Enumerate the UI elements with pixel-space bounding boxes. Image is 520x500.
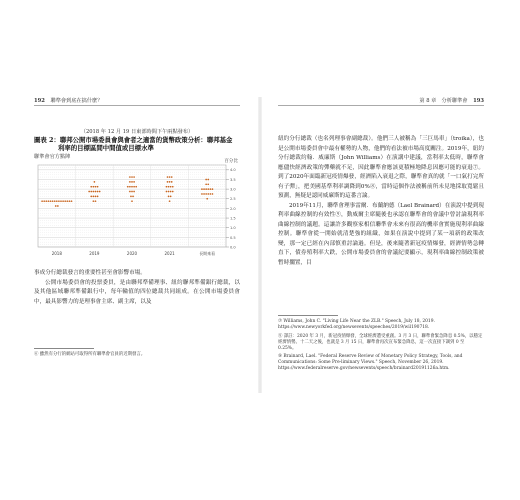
- fomc-dot: [95, 196, 97, 198]
- figure-timestamp: （2018 年 12 月 19 日東部時間下午兩點發布）: [80, 129, 194, 135]
- y-tick-label: 1.0: [230, 226, 236, 231]
- figure-subtitle: 聯準會官方點陣: [34, 154, 71, 160]
- fomc-dot: [168, 196, 170, 198]
- fomc-dot: [95, 186, 97, 188]
- fomc-dot: [97, 196, 99, 198]
- fomc-dot: [95, 200, 97, 202]
- fomc-dot: [133, 181, 135, 183]
- running-title-left: 聯準會到底在搞什麼？: [50, 98, 103, 104]
- fomc-dot: [169, 181, 171, 183]
- fomc-dot: [88, 191, 90, 193]
- figure-title-line1: 圖表 2：聯邦公開市場委員會與會者之適當的貨幣政策分析：聯邦基金: [34, 136, 233, 144]
- footnote-8: ⑧ 譯註：2020 年 3 月，新冠疫情爆發，全球經濟遭受重創。3 月 3 日，聯準會緊急降息 0.5%，以穩定經濟情勢。十二天之後，也就是 3 月 15 日，聯準會再次宣布緊急降息，這一次直接下調到 0 至 0.25%。: [278, 333, 483, 351]
- fomc-dot: [203, 188, 205, 190]
- fomc-dot: [172, 191, 174, 193]
- x-tick-label: 長期來看: [199, 251, 216, 256]
- x-tick-label: 2019: [89, 251, 100, 256]
- fomc-dot: [56, 200, 58, 202]
- fomc-dot: [131, 176, 133, 178]
- dot-plot-svg: [34, 161, 240, 261]
- footnote-rule-left: [34, 348, 94, 349]
- fomc-dot: [97, 191, 99, 193]
- fomc-dot: [206, 198, 208, 200]
- fomc-dot: [171, 181, 173, 183]
- fomc-dot: [55, 205, 57, 207]
- fomc-dot: [203, 193, 205, 195]
- fomc-dot: [131, 181, 133, 183]
- fomc-dot: [90, 186, 92, 188]
- fomc-dot: [43, 200, 45, 202]
- y-tick-label: 1.5: [230, 216, 236, 221]
- y-unit-label: 百分比: [224, 159, 238, 164]
- fomc-dot: [52, 200, 54, 202]
- fomc-dot: [207, 179, 209, 181]
- running-title-right: 第 8 章 分析聯準會: [419, 98, 468, 104]
- fomc-dot: [210, 188, 212, 190]
- footnotes-right: [278, 319, 484, 375]
- fomc-dot: [207, 188, 209, 190]
- book-gutter: [258, 97, 262, 393]
- fomc-dot: [95, 191, 97, 193]
- fomc-dot: [205, 188, 207, 190]
- fomc-dot: [167, 181, 169, 183]
- fomc-dot: [170, 191, 172, 193]
- left-body-text: [34, 269, 240, 307]
- fomc-dot: [93, 200, 95, 202]
- fomc-dot: [131, 186, 133, 188]
- fomc-dot: [45, 200, 47, 202]
- fomc-dot: [60, 200, 62, 202]
- fomc-dot: [133, 186, 135, 188]
- fomc-dot: [127, 186, 129, 188]
- fomc-dot: [62, 200, 64, 202]
- fomc-dot: [93, 186, 95, 188]
- fomc-dot: [93, 196, 95, 198]
- fomc-dot: [130, 196, 132, 198]
- fomc-dot: [131, 200, 133, 202]
- fomc-dot: [133, 176, 135, 178]
- fomc-dot: [66, 200, 68, 202]
- fomc-dot: [169, 176, 171, 178]
- x-tick-label: 2018: [51, 251, 62, 256]
- fomc-dot: [58, 200, 60, 202]
- y-tick-label: 0.0: [230, 245, 236, 250]
- footnote-left: ⑥ 雖然有分行的網站可取得所有聯準會官員的近期發言。: [34, 352, 146, 357]
- y-tick-label: 2.0: [230, 206, 236, 211]
- fomc-dot: [166, 186, 168, 188]
- running-head-left: [34, 97, 240, 104]
- right-para-1: 紐約分行總裁（也名列理事會副總裁）。他們三人被稱為「三巨馬車」（troika），也是公開市場委員會中最有權勢的人物，他們的看法被市場高度關注。2019年，紐約分行總裁約翰．威廉斯（John Williams）在演講中建議，當利率太低時，聯準會應儘快經濟政策的彈藥就不足，因此聯準會應該更積極地降息因應可能的衰退⑦。到了2020年面臨新冠疫情爆發，經濟陷入衰退之際，聯準會真的就「一口氣打完所有子彈」，把美國基準利率調降到0%⑧，當時這個作法被稱前所未見地採取寬鬆且預測，無疑是認同威廉斯的這番言論。: [278, 136, 484, 199]
- fomc-dot: [93, 191, 95, 193]
- y-tick-label: 2.5: [230, 197, 236, 202]
- fomc-dot: [90, 196, 92, 198]
- fomc-dot: [205, 183, 207, 185]
- fomc-dot: [48, 200, 50, 202]
- figure-title: [34, 136, 240, 152]
- fomc-dot: [69, 200, 71, 202]
- page-number-right: 193: [473, 98, 484, 104]
- fomc-dot: [135, 186, 137, 188]
- fomc-dot: [57, 205, 59, 207]
- fomc-dot: [201, 193, 203, 195]
- header-rule: [34, 105, 240, 106]
- header-rule-right: [278, 105, 484, 106]
- footnote-rule-right: [278, 315, 338, 316]
- fomc-dot: [168, 186, 170, 188]
- fomc-dot: [205, 179, 207, 181]
- fomc-dot: [170, 196, 172, 198]
- page-number-left: 192: [34, 98, 45, 104]
- fomc-dot: [133, 191, 135, 193]
- footnote-7: ⑦ Williams, John C. "Living Life Near the ZLB." Speech, July 18, 2019. https://www.newyorkfed.org/newsevents/speeches/2019/wil190718.: [278, 319, 435, 330]
- fomc-dot: [201, 188, 203, 190]
- fomc-dot: [41, 200, 43, 202]
- fomc-dot: [166, 191, 168, 193]
- dot-plot-chart: [34, 161, 240, 261]
- fomc-dot: [131, 191, 133, 193]
- right-para-2: 2019年11月，聯準會理事雷爾．布蘭納德（Lael Brainard）在演說中提到現利率曲線控制的有效性⑨，動威爾主席隨後也承認在聯準會的會議中曾討論現利率曲線控制的議題。這讓許多觀察家相信聯準會未來有很高的機率會實施現利率曲線控制。聯準會從一開始就清楚強的組織，如果在演說中提到了某一項新的政策改變，那一定已經在內部慎重討論過。但是，後來隨著新冠疫情爆發，經濟情勢急轉直下，債券殖利率大跌，公開市場委員會的會議紀要顯示，現利率曲線控制政策被暫時擱置，目: [278, 202, 484, 266]
- fomc-dot: [171, 176, 173, 178]
- fomc-dot: [129, 191, 131, 193]
- fomc-dot: [64, 200, 66, 202]
- fomc-dot: [210, 193, 212, 195]
- x-tick-label: 2021: [164, 251, 175, 256]
- fomc-dot: [129, 181, 131, 183]
- left-para-2: 公開市場委員會的投票委員，是由聯邦準備理事、紐約聯邦準備銀行總裁，以及其他區域聯邦準備銀行中，每年輪值的四位總裁共同組成。在公開市場委員會中，最具影響力的是理事會主席、副主席，以及: [34, 279, 240, 305]
- y-tick-label: 0.5: [230, 235, 236, 240]
- fomc-dot: [205, 193, 207, 195]
- y-tick-label: 3.0: [230, 187, 236, 192]
- running-head-right: [278, 97, 484, 104]
- fomc-dot: [54, 200, 56, 202]
- fomc-dot: [50, 200, 52, 202]
- fomc-dot: [212, 193, 214, 195]
- fomc-dot: [129, 186, 131, 188]
- fomc-dot: [169, 200, 171, 202]
- figure-title-line2: 利率的目標區間中間值或目標水準: [58, 144, 154, 152]
- left-para-1: 事成分行總裁發言的重要性甚至會影響市場。: [34, 270, 146, 276]
- fomc-dot: [168, 191, 170, 193]
- y-tick-label: 3.5: [230, 177, 236, 182]
- fomc-dot: [90, 191, 92, 193]
- left-page: [34, 97, 240, 393]
- fomc-dot: [97, 186, 99, 188]
- footnote-9: ⑨ Brainard, Lael. "Federal Reserve Review of Monetary Policy Strategy, Tools, and Communications: Some Pre-liminary Views." Speech, November 26, 2019. https://www.federalreserve.gov/newsevents/speech/brainard20191126a.htm.: [278, 354, 463, 371]
- right-body-text: [278, 135, 484, 268]
- right-page: [278, 97, 484, 393]
- fomc-dot: [172, 186, 174, 188]
- fomc-dot: [207, 193, 209, 195]
- x-tick-label: 2020: [126, 251, 138, 256]
- fomc-dot: [132, 196, 134, 198]
- fomc-dot: [207, 183, 209, 185]
- y-tick-label: 4.0: [230, 168, 236, 173]
- fomc-dot: [71, 200, 73, 202]
- fomc-dot: [129, 176, 131, 178]
- fomc-dot: [167, 176, 169, 178]
- fomc-dot: [212, 188, 214, 190]
- fomc-dot: [170, 186, 172, 188]
- fomc-dot: [94, 181, 96, 183]
- fomc-dot: [99, 191, 101, 193]
